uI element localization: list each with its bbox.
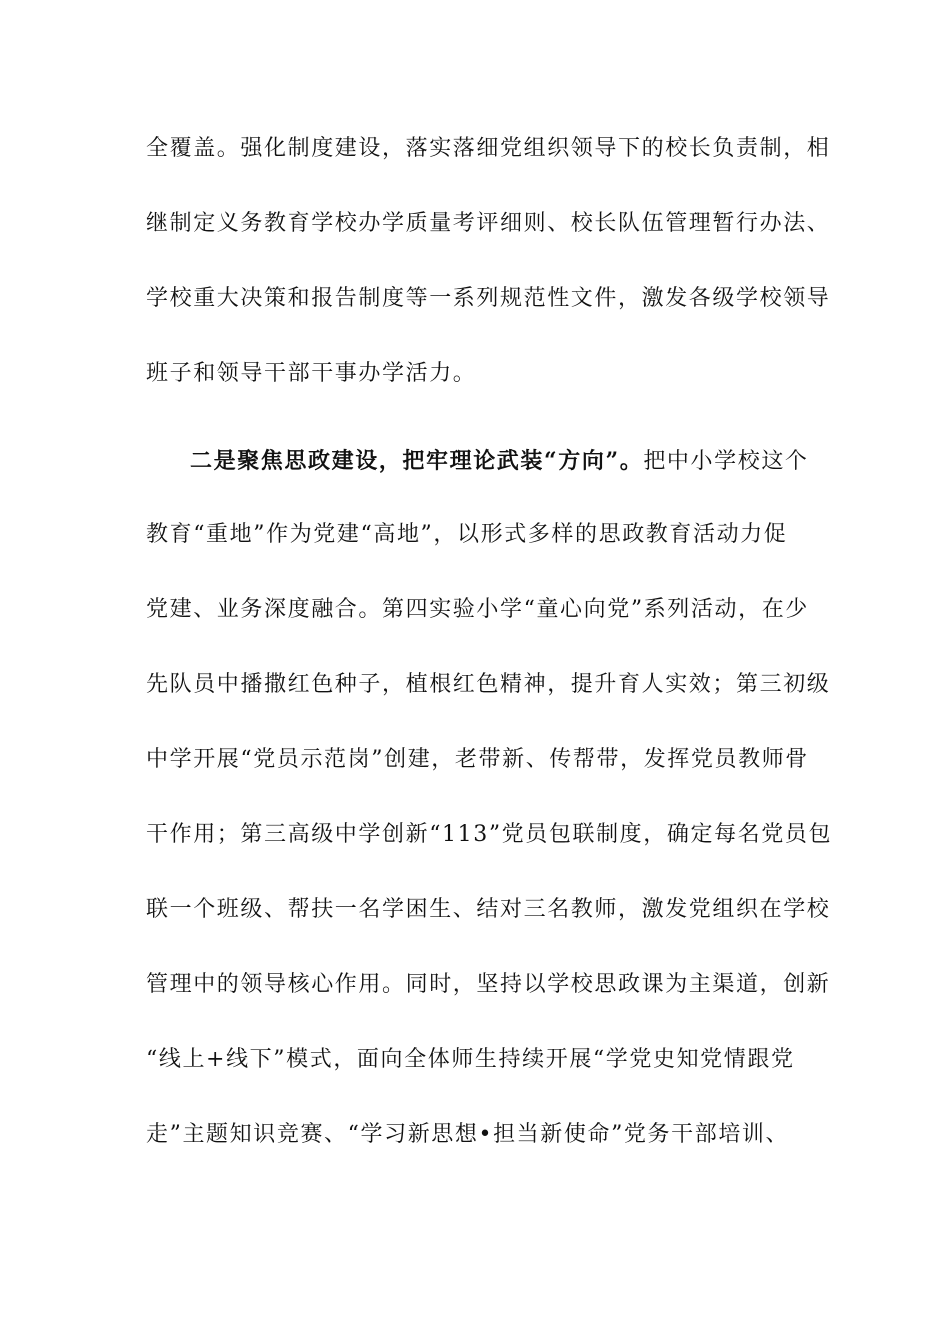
paragraph-2-line-7: 联一个班级、帮扶一名学困生、结对三名教师，激发党组织在学校	[146, 897, 831, 922]
paragraph-2-line-4: 先队员中播撒红色种子，植根红色精神，提升育人实效；第三初级	[146, 672, 831, 697]
section-heading: 二是聚焦思政建设，把牢理论武装“方向”。	[190, 448, 644, 474]
paragraph-1-line-2: 继制定义务教育学校办学质量考评细则、校长队伍管理暂行办法、	[146, 211, 831, 236]
paragraph-1-line-4: 班子和领导干部干事办学活力。	[146, 361, 477, 386]
paragraph-2-line-10: 走”主题知识竞赛、“学习新思想•担当新使命”党务干部培训、	[146, 1122, 790, 1147]
paragraph-2-line-9: “线上+线下”模式，面向全体师生持续开展“学党史知党情跟党	[146, 1047, 795, 1072]
paragraph-2-line-1	[190, 446, 809, 477]
paragraph-1-line-1: 全覆盖。强化制度建设，落实落细党组织领导下的校长负责制，相	[146, 136, 831, 161]
paragraph-2-line-6: 干作用；第三高级中学创新“113”党员包联制度，确定每名党员包	[146, 822, 833, 847]
paragraph-2-line-1-rest: 把中小学校这个	[643, 449, 809, 474]
paragraph-2-line-8: 管理中的领导核心作用。同时，坚持以学校思政课为主渠道，创新	[146, 972, 831, 997]
paragraph-2-line-3: 党建、业务深度融合。第四实验小学“童心向党”系列活动，在少	[146, 597, 809, 622]
paragraph-1-line-3: 学校重大决策和报告制度等一系列规范性文件，激发各级学校领导	[146, 286, 831, 311]
paragraph-2-line-5: 中学开展“党员示范岗”创建，老带新、传帮带，发挥党员教师骨	[146, 747, 809, 772]
paragraph-2-line-2: 教育“重地”作为党建“高地”，以形式多样的思政教育活动力促	[146, 522, 788, 547]
